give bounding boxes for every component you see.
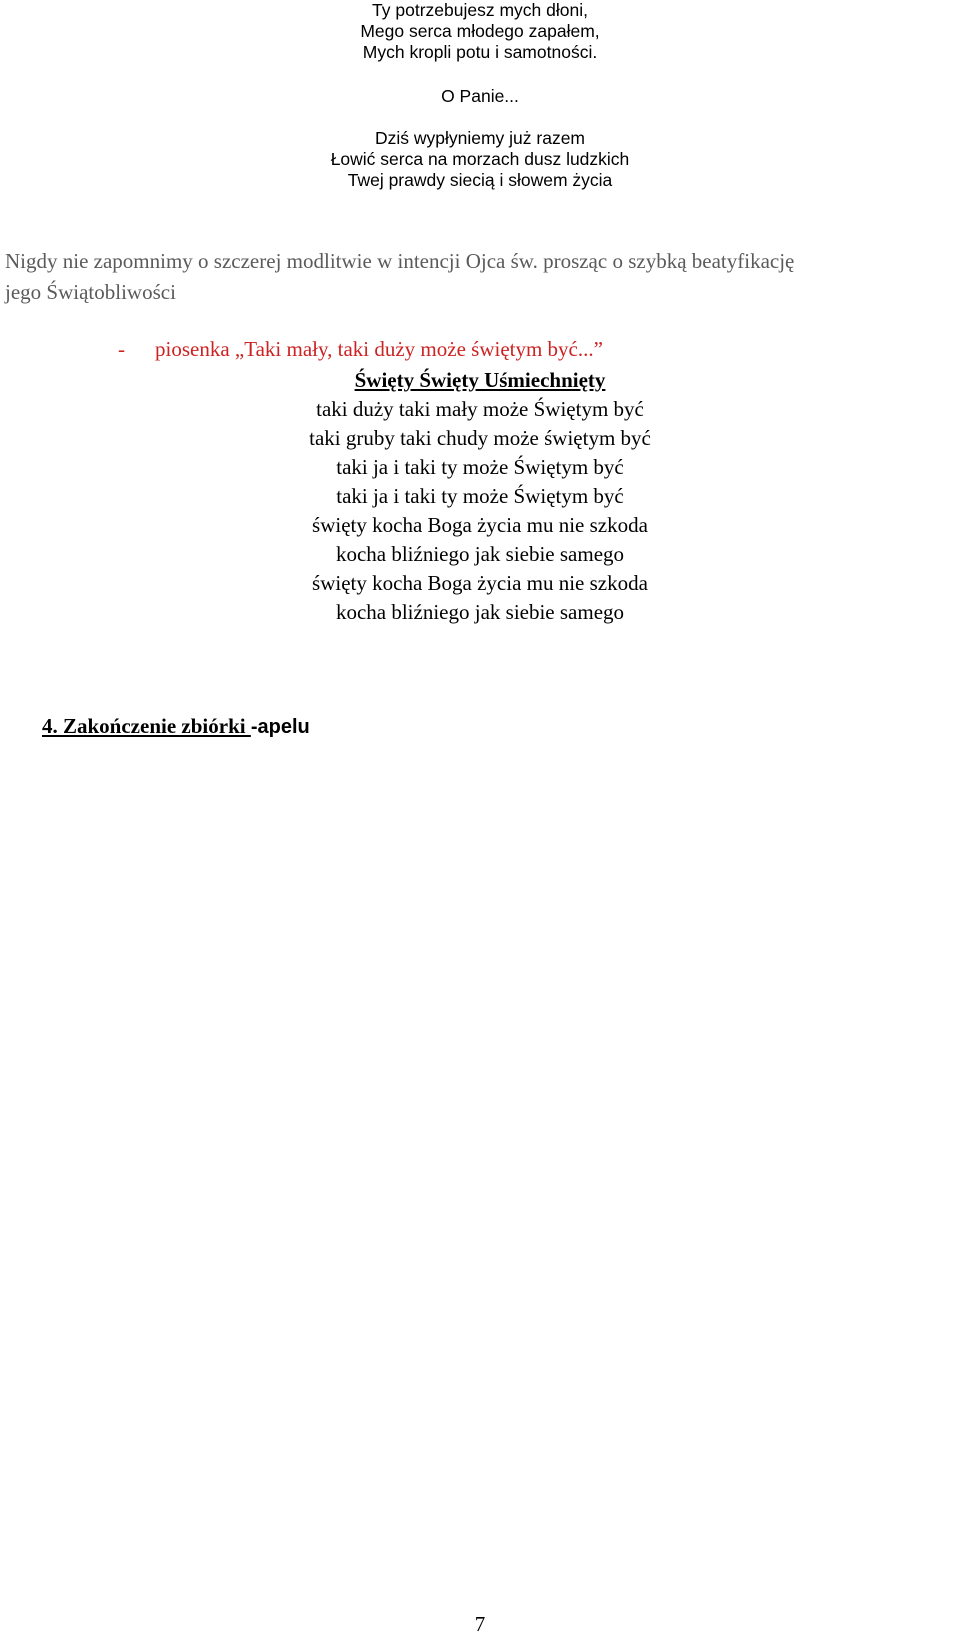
lyric-line: taki ja i taki ty może Świętym być bbox=[336, 455, 624, 479]
paragraph-line: jego Świątobliwości bbox=[5, 280, 176, 304]
lyric-line: taki duży taki mały może Świętym być bbox=[316, 397, 644, 421]
poem-stanza-1 bbox=[0, 0, 960, 63]
page-number: 7 bbox=[474, 1612, 486, 1636]
poem-line: Twej prawdy siecią i słowem życia bbox=[347, 170, 613, 190]
poem-line: Dziś wypłyniemy już razem bbox=[374, 128, 586, 148]
paragraph-line: Nigdy nie zapomnimy o szczerej modlitwie w intencji Ojca św. prosząc o szybką beatyfikację bbox=[5, 249, 795, 273]
lyric-line: kocha bliźniego jak siebie samego bbox=[335, 600, 625, 624]
poem-line: Łowić serca na morzach dusz ludzkich bbox=[330, 149, 630, 169]
lyric-line: święty kocha Boga życia mu nie szkoda bbox=[312, 513, 648, 537]
section-heading-suffix: -apelu bbox=[250, 716, 310, 738]
lyric-line: taki gruby taki chudy może świętym być bbox=[309, 426, 651, 450]
section-heading-text: 4. Zakończenie zbiórki bbox=[42, 714, 251, 738]
lyric-line: taki ja i taki ty może Świętym być bbox=[336, 484, 624, 508]
song-title bbox=[0, 334, 960, 364]
poem-line: Ty potrzebujesz mych dłoni, bbox=[372, 0, 588, 20]
song-heading: Święty Święty Uśmiechnięty bbox=[354, 368, 606, 392]
lyric-line: święty kocha Boga życia mu nie szkoda bbox=[312, 571, 648, 595]
poem-line: O Panie... bbox=[441, 86, 519, 106]
list-dash: - bbox=[118, 337, 125, 361]
section-heading bbox=[42, 712, 310, 741]
song-title-text: piosenka „Taki mały, taki duży może świętym być...” bbox=[155, 337, 603, 361]
lyric-line: kocha bliźniego jak siebie samego bbox=[335, 542, 625, 566]
poem-line: Mych kropli potu i samotności. bbox=[362, 42, 598, 62]
prayer-paragraph bbox=[5, 246, 955, 308]
song-lyrics bbox=[0, 366, 960, 627]
poem-stanza-2 bbox=[0, 86, 960, 107]
poem-line: Mego serca młodego zapałem, bbox=[360, 21, 600, 41]
poem-stanza-3 bbox=[0, 128, 960, 191]
